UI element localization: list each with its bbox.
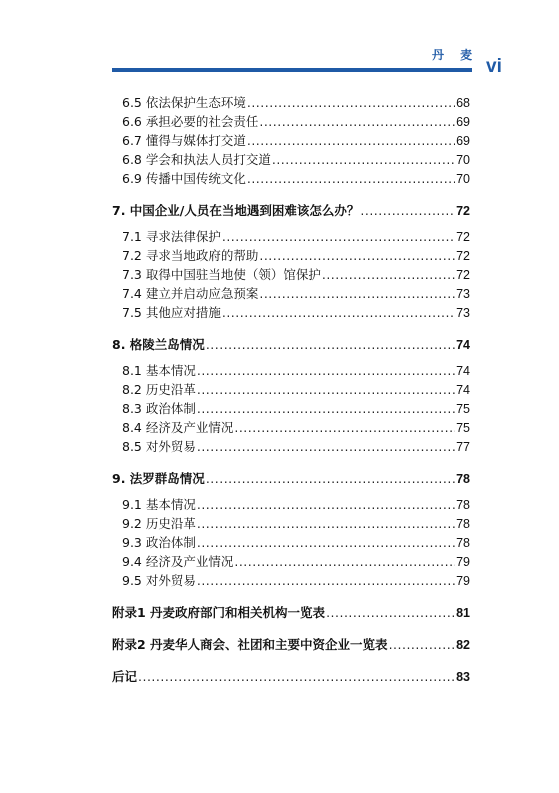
toc-entry-page: 79 — [456, 574, 470, 588]
dot-leader — [360, 203, 455, 219]
toc-entry-label: 8.2 历史沿革 — [122, 382, 196, 397]
running-header-title: 丹 麦 — [432, 48, 479, 62]
toc-entry-page: 78 — [456, 536, 470, 550]
toc-entry-label: 8.3 政治体制 — [122, 401, 196, 416]
toc-entry-page: 75 — [456, 402, 470, 416]
toc-entry[interactable] — [122, 92, 470, 111]
toc-entry-page: 72 — [456, 268, 470, 282]
dot-leader — [234, 554, 455, 570]
toc-entry-label: 6.7 懂得与媒体打交道 — [122, 133, 246, 148]
toc-appendix-entry[interactable] — [112, 634, 470, 653]
toc-entry-page: 79 — [456, 555, 470, 569]
toc-entry-label: 9.1 基本情况 — [122, 497, 196, 512]
toc-entry-label: 7.5 其他应对措施 — [122, 305, 221, 320]
toc-entry-page: 78 — [456, 517, 470, 531]
toc-entry[interactable] — [122, 494, 470, 513]
dot-leader — [259, 286, 455, 302]
toc-entry-page: 73 — [456, 306, 470, 320]
toc-entry-label: 6.8 学会和执法人员打交道 — [122, 152, 271, 167]
toc-entry[interactable] — [122, 264, 470, 283]
toc-entry-label: 9. 法罗群岛情况 — [112, 471, 205, 486]
dot-leader — [206, 337, 455, 353]
dot-leader — [197, 439, 455, 455]
toc-entry-page: 78 — [456, 498, 470, 512]
dot-leader — [322, 267, 455, 283]
toc-entry[interactable] — [122, 149, 470, 168]
dot-leader — [389, 637, 456, 653]
toc-entry-label: 9.4 经济及产业情况 — [122, 554, 234, 569]
toc-entry-label: 7.2 寻求当地政府的帮助 — [122, 248, 259, 263]
dot-leader — [197, 516, 455, 532]
toc-entry-page: 72 — [456, 249, 470, 263]
toc-entry-page: 81 — [456, 606, 470, 620]
toc-entry-page: 69 — [456, 115, 470, 129]
dot-leader — [234, 420, 455, 436]
toc-entry-label: 6.5 依法保护生态环境 — [122, 95, 246, 110]
toc-entry-label: 附录1 丹麦政府部门和相关机构一览表 — [112, 605, 326, 620]
toc-entry-label: 9.3 政治体制 — [122, 535, 196, 550]
dot-leader — [222, 229, 455, 245]
toc-entry-page: 78 — [456, 472, 470, 486]
toc-entry[interactable] — [122, 379, 470, 398]
toc-entry[interactable] — [122, 436, 470, 455]
toc-chapter-entry[interactable] — [112, 200, 470, 219]
header-rule — [112, 68, 472, 72]
toc-entry-label: 8. 格陵兰岛情况 — [112, 337, 205, 352]
dot-leader — [138, 669, 455, 685]
toc-entry-page: 72 — [456, 230, 470, 244]
dot-leader — [247, 171, 455, 187]
toc-entry-label: 6.6 承担必要的社会责任 — [122, 114, 259, 129]
dot-leader — [197, 535, 455, 551]
dot-leader — [197, 363, 455, 379]
toc-entry-label: 9.5 对外贸易 — [122, 573, 196, 588]
toc-entry-page: 74 — [456, 338, 470, 352]
toc-entry-page: 68 — [456, 96, 470, 110]
toc-entry[interactable] — [122, 130, 470, 149]
toc-entry[interactable] — [122, 360, 470, 379]
toc-chapter-entry[interactable] — [112, 468, 470, 487]
dot-leader — [259, 248, 455, 264]
dot-leader — [197, 497, 455, 513]
toc-entry-label: 7.1 寻求法律保护 — [122, 229, 221, 244]
toc-entry-page: 70 — [456, 153, 470, 167]
toc-entry[interactable] — [122, 417, 470, 436]
toc-entry[interactable] — [122, 283, 470, 302]
toc-entry-label: 8.5 对外贸易 — [122, 439, 196, 454]
toc-entry-page: 69 — [456, 134, 470, 148]
toc-entry-label: 9.2 历史沿革 — [122, 516, 196, 531]
dot-leader — [222, 305, 455, 321]
dot-leader — [247, 133, 455, 149]
toc-entry-page: 82 — [456, 638, 470, 652]
toc-entry[interactable] — [122, 245, 470, 264]
toc-entry-page: 75 — [456, 421, 470, 435]
toc-entry[interactable] — [122, 226, 470, 245]
toc-entry-label: 后记 — [112, 669, 138, 684]
toc-entry-page: 72 — [456, 204, 470, 218]
toc-entry-label: 附录2 丹麦华人商会、社团和主要中资企业一览表 — [112, 637, 388, 652]
toc-entry-page: 73 — [456, 287, 470, 301]
toc-entry-label: 7. 中国企业/人员在当地遇到困难该怎么办？ — [112, 203, 360, 218]
toc-entry-page: 74 — [456, 364, 470, 378]
toc-entry-label: 8.1 基本情况 — [122, 363, 196, 378]
dot-leader — [197, 401, 455, 417]
toc-entry[interactable] — [122, 398, 470, 417]
toc-entry[interactable] — [122, 168, 470, 187]
toc-entry[interactable] — [122, 570, 470, 589]
toc-entry[interactable] — [122, 532, 470, 551]
toc-entry[interactable] — [122, 302, 470, 321]
page-number: vi — [486, 56, 502, 77]
dot-leader — [247, 95, 455, 111]
dot-leader — [326, 605, 455, 621]
toc-appendix-entry[interactable] — [112, 602, 470, 621]
toc-entry-label: 7.3 取得中国驻当地使（领）馆保护 — [122, 267, 321, 282]
toc-chapter-entry[interactable] — [112, 334, 470, 353]
dot-leader — [197, 573, 455, 589]
toc-entry-label: 6.9 传播中国传统文化 — [122, 171, 246, 186]
dot-leader — [259, 114, 455, 130]
dot-leader — [272, 152, 455, 168]
toc-entry[interactable] — [122, 111, 470, 130]
dot-leader — [206, 471, 455, 487]
toc-entry-page: 77 — [456, 440, 470, 454]
toc-entry-page: 83 — [456, 670, 470, 684]
toc-entry[interactable] — [122, 551, 470, 570]
dot-leader — [197, 382, 455, 398]
toc-entry[interactable] — [122, 513, 470, 532]
toc-entry-label: 7.4 建立并启动应急预案 — [122, 286, 259, 301]
toc-entry-label: 8.4 经济及产业情况 — [122, 420, 234, 435]
toc-entry-page: 74 — [456, 383, 470, 397]
toc-postscript-entry[interactable] — [112, 666, 470, 685]
toc-entry-page: 70 — [456, 172, 470, 186]
